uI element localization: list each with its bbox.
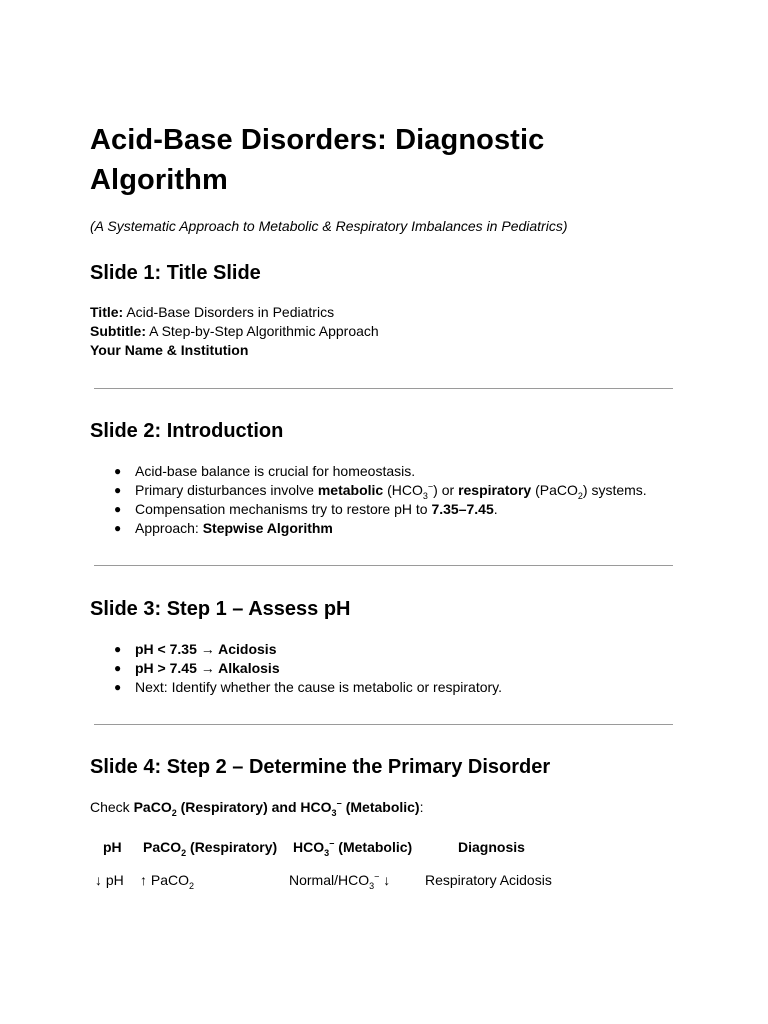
table-header-hco3 [293,838,412,857]
document-title: Acid-Base Disorders: Diagnostic Algorithm [90,124,545,196]
slide1-subtitle-value: A Step-by-Step Algorithmic Approach [146,323,379,339]
slide1-title-value: Acid-Base Disorders in Pediatrics [123,304,335,320]
divider-3 [94,724,673,725]
slide1-subtitle-line [90,322,379,341]
slide2-b3-range: 7.35–7.45 [431,501,494,517]
slide3-bullet-3: Next: Identify whether the cause is metabolic or respiratory. [135,679,503,695]
bullet-icon: ● [114,521,122,535]
list-item [90,481,647,500]
check-mid: (Respiratory) and HCO [176,799,332,815]
list-item [90,500,647,519]
list-item [90,462,647,481]
list-item [90,519,647,538]
slide2-b2-hco3: (HCO [383,482,423,498]
divider-2 [94,565,673,566]
table-cell-hco3-arrow: ↓ [379,872,391,888]
slide4-check-line [90,798,423,817]
slide2-b2-paco2: (PaCO [531,482,578,498]
table-cell-hco3-main: Normal/HCO [289,872,370,888]
slide1-heading: Slide 1: Title Slide [90,262,261,284]
table-header-hco3-rest: (Metabolic) [334,839,413,855]
slide2-b2-metabolic: metabolic [317,482,384,498]
slide3-bullet-1: pH < 7.35 → Acidosis [135,641,277,657]
slide1-author: Your Name & Institution [90,342,249,358]
table-header-paco2-sub: 2 [181,847,187,858]
list-item [90,659,502,678]
slide3-heading: Slide 3: Step 1 – Assess pH [90,598,351,620]
bullet-icon: ● [114,680,122,694]
table-header-paco2-rest: (Respiratory) [186,839,278,855]
slide2-b2-end: ) systems. [582,482,647,498]
check-pre: Check [90,799,134,815]
check-colon: : [419,799,424,815]
slide1-subtitle-label: Subtitle: [90,323,146,339]
bullet-icon: ● [114,642,122,656]
slide1-body [90,303,379,360]
bullet-icon: ● [114,661,122,675]
bullet-icon: ● [114,464,122,478]
slide2-b2-hco3-sup: − [427,481,434,492]
list-item [90,678,502,697]
bullet-icon: ● [114,483,122,497]
table-header-hco3-sub: 3 [324,847,330,858]
table-cell-diagnosis: Respiratory Acidosis [425,872,552,888]
slide2-b4-pre: Approach: [135,520,203,536]
slide2-b2-respiratory: respiratory [458,482,532,498]
list-item [90,640,502,659]
slide2-b3-pre: Compensation mechanisms try to restore pH to [135,501,432,517]
slide1-title-label: Title: [90,304,124,320]
slide2-b3-end: . [493,501,498,517]
slide3-bullet-2: pH > 7.45 → Alkalosis [135,660,280,676]
check-hco-sup: − [336,798,342,809]
table-header-hco3-main: HCO [293,839,325,855]
check-bold [133,798,420,818]
slide1-author-line [90,341,379,360]
slide2-b2-paco2-sub: 2 [577,490,583,501]
table-header-paco2 [143,838,277,857]
table-cell-paco2-sub: 2 [189,880,195,891]
bullet-icon: ● [114,502,122,516]
table-header-paco2-main: PaCO [143,839,182,855]
table-header-ph: pH [103,839,122,855]
document-subtitle: (A Systematic Approach to Metabolic & Respiratory Imbalances in Pediatrics) [90,218,568,234]
table-cell-paco2 [140,871,194,890]
check-paco-sub: 2 [171,807,177,818]
slide2-bullet-1: Acid-base balance is crucial for homeostasis. [135,463,416,479]
slide3-bullet-list [90,640,502,697]
check-hco-sub: 3 [331,807,337,818]
slide2-b2-or: ) or [433,482,459,498]
table-cell-ph: ↓ pH [95,872,124,888]
slide2-bullet-list [90,462,647,538]
slide2-b4-bold: Stepwise Algorithm [202,520,333,536]
slide2-heading: Slide 2: Introduction [90,420,284,442]
table-cell-paco2-main: ↑ PaCO [140,872,190,888]
table-header-diagnosis: Diagnosis [458,839,525,855]
table-cell-hco3-sub: 3 [369,880,375,891]
slide2-b2-pre: Primary disturbances involve [135,482,318,498]
slide2-b2-hco3-sub: 3 [422,490,428,501]
table-cell-hco3-sup: − [374,871,380,882]
slide4-heading: Slide 4: Step 2 – Determine the Primary Disorder [90,756,551,778]
slide1-title-line [90,303,379,322]
check-end: (Metabolic) [341,799,420,815]
table-cell-hco3 [289,871,390,890]
check-paco: PaCO [133,799,172,815]
table-header-hco3-sup: − [329,838,335,849]
divider-1 [94,388,673,389]
